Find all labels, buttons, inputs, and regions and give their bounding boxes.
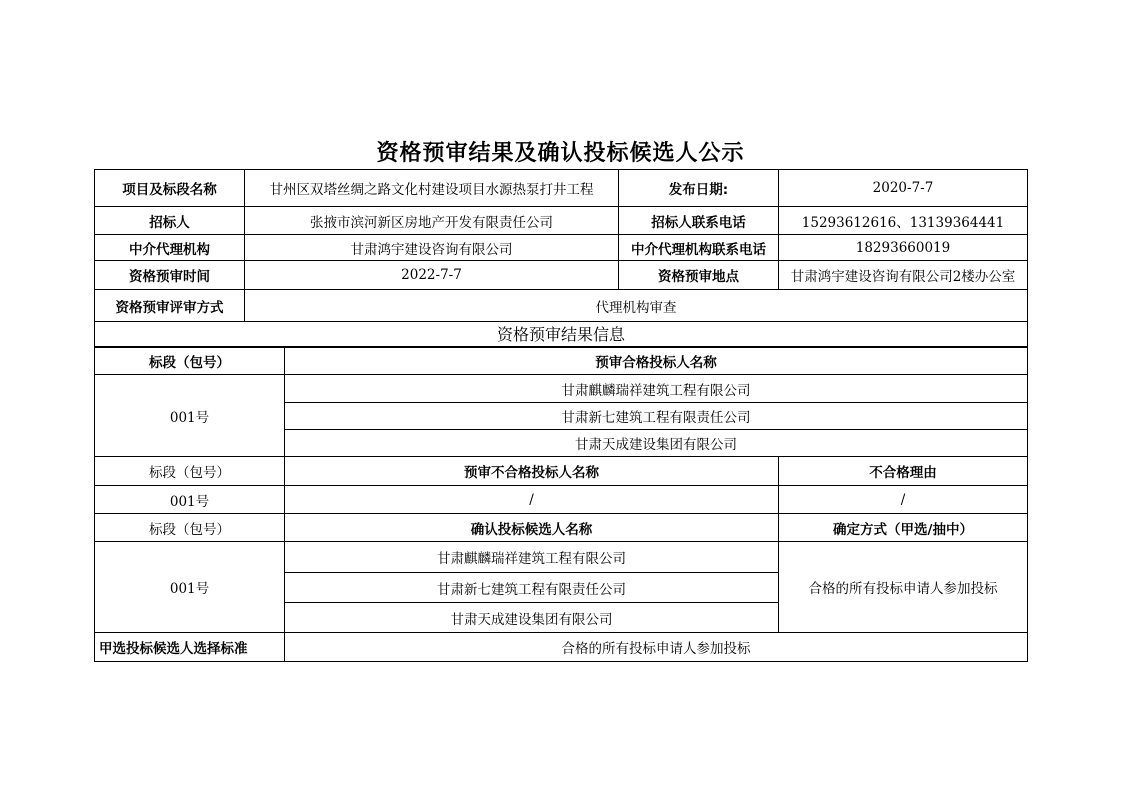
unqualified-lot-header: 标段（包号） xyxy=(95,457,285,486)
unqualified-reason: / xyxy=(779,486,1028,514)
candidates-header-row xyxy=(95,514,1028,542)
qualified-name-1: 甘肃麒麟瑞祥建筑工程有限公司 xyxy=(285,375,1028,403)
project-label: 项目及标段名称 xyxy=(95,170,245,207)
candidates-lot-header: 标段（包号） xyxy=(95,514,285,542)
result-section-row xyxy=(95,322,1028,347)
review-place-label: 资格预审地点 xyxy=(619,261,779,290)
tenderer-phone-value: 15293612616、13139364441 xyxy=(779,207,1028,235)
candidate-row xyxy=(95,542,1028,573)
tenderer-value: 张掖市滨河新区房地产开发有限责任公司 xyxy=(245,207,619,235)
candidates-name-header: 确认投标候选人名称 xyxy=(285,514,779,542)
qualified-name-3: 甘肃天成建设集团有限公司 xyxy=(285,430,1028,457)
result-section-title: 资格预审结果信息 xyxy=(95,322,1028,347)
project-value: 甘州区双塔丝绸之路文化村建设项目水源热泵打井工程 xyxy=(245,170,619,207)
agency-value: 甘肃鸿宇建设咨询有限公司 xyxy=(245,235,619,261)
unqualified-reason-header: 不合格理由 xyxy=(779,457,1028,486)
agency-label: 中介代理机构 xyxy=(95,235,245,261)
agency-phone-value: 18293660019 xyxy=(779,235,1028,261)
qualified-lot: 001号 xyxy=(95,375,285,457)
unqualified-header-row xyxy=(95,457,1028,486)
candidates-method-header: 确定方式（甲选/抽中） xyxy=(779,514,1028,542)
review-time-value: 2022-7-7 xyxy=(245,261,619,290)
tenderer-phone-label: 招标人联系电话 xyxy=(619,207,779,235)
publish-date-value: 2020-7-7 xyxy=(779,170,1028,207)
unqualified-lot: 001号 xyxy=(95,486,285,514)
review-method-row xyxy=(95,290,1028,322)
candidate-name-2: 甘肃新七建筑工程有限责任公司 xyxy=(285,573,779,603)
unqualified-name: / xyxy=(285,486,779,514)
agency-row xyxy=(95,235,1028,261)
candidate-name-1: 甘肃麒麟瑞祥建筑工程有限公司 xyxy=(285,542,779,573)
review-place-value: 甘肃鸿宇建设咨询有限公司2楼办公室 xyxy=(779,261,1028,290)
qualified-name-2: 甘肃新七建筑工程有限责任公司 xyxy=(285,403,1028,430)
tenderer-row xyxy=(95,207,1028,235)
page-title: 资格预审结果及确认投标候选人公示 xyxy=(376,141,745,166)
qualified-row xyxy=(95,375,1028,403)
qualified-name-header: 预审合格投标人名称 xyxy=(285,347,1028,375)
review-method-value: 代理机构审查 xyxy=(245,290,1028,322)
announcement-table xyxy=(94,169,1028,662)
candidates-method: 合格的所有投标申请人参加投标 xyxy=(779,542,1028,633)
qualified-header-row xyxy=(95,347,1028,375)
candidate-name-3: 甘肃天成建设集团有限公司 xyxy=(285,603,779,633)
candidates-lot: 001号 xyxy=(95,542,285,633)
review-time-row xyxy=(95,261,1028,290)
publish-date-label: 发布日期: xyxy=(619,170,779,207)
agency-phone-label: 中介代理机构联系电话 xyxy=(619,235,779,261)
unqualified-row xyxy=(95,486,1028,514)
review-time-label: 资格预审时间 xyxy=(95,261,245,290)
unqualified-name-header: 预审不合格投标人名称 xyxy=(285,457,779,486)
criteria-row xyxy=(95,633,1028,662)
qualified-lot-header: 标段（包号） xyxy=(95,347,285,375)
review-method-label: 资格预审评审方式 xyxy=(95,290,245,322)
project-row xyxy=(95,170,1028,207)
criteria-value: 合格的所有投标申请人参加投标 xyxy=(285,633,1028,662)
tenderer-label: 招标人 xyxy=(95,207,245,235)
criteria-label: 甲选投标候选人选择标准 xyxy=(95,633,285,662)
